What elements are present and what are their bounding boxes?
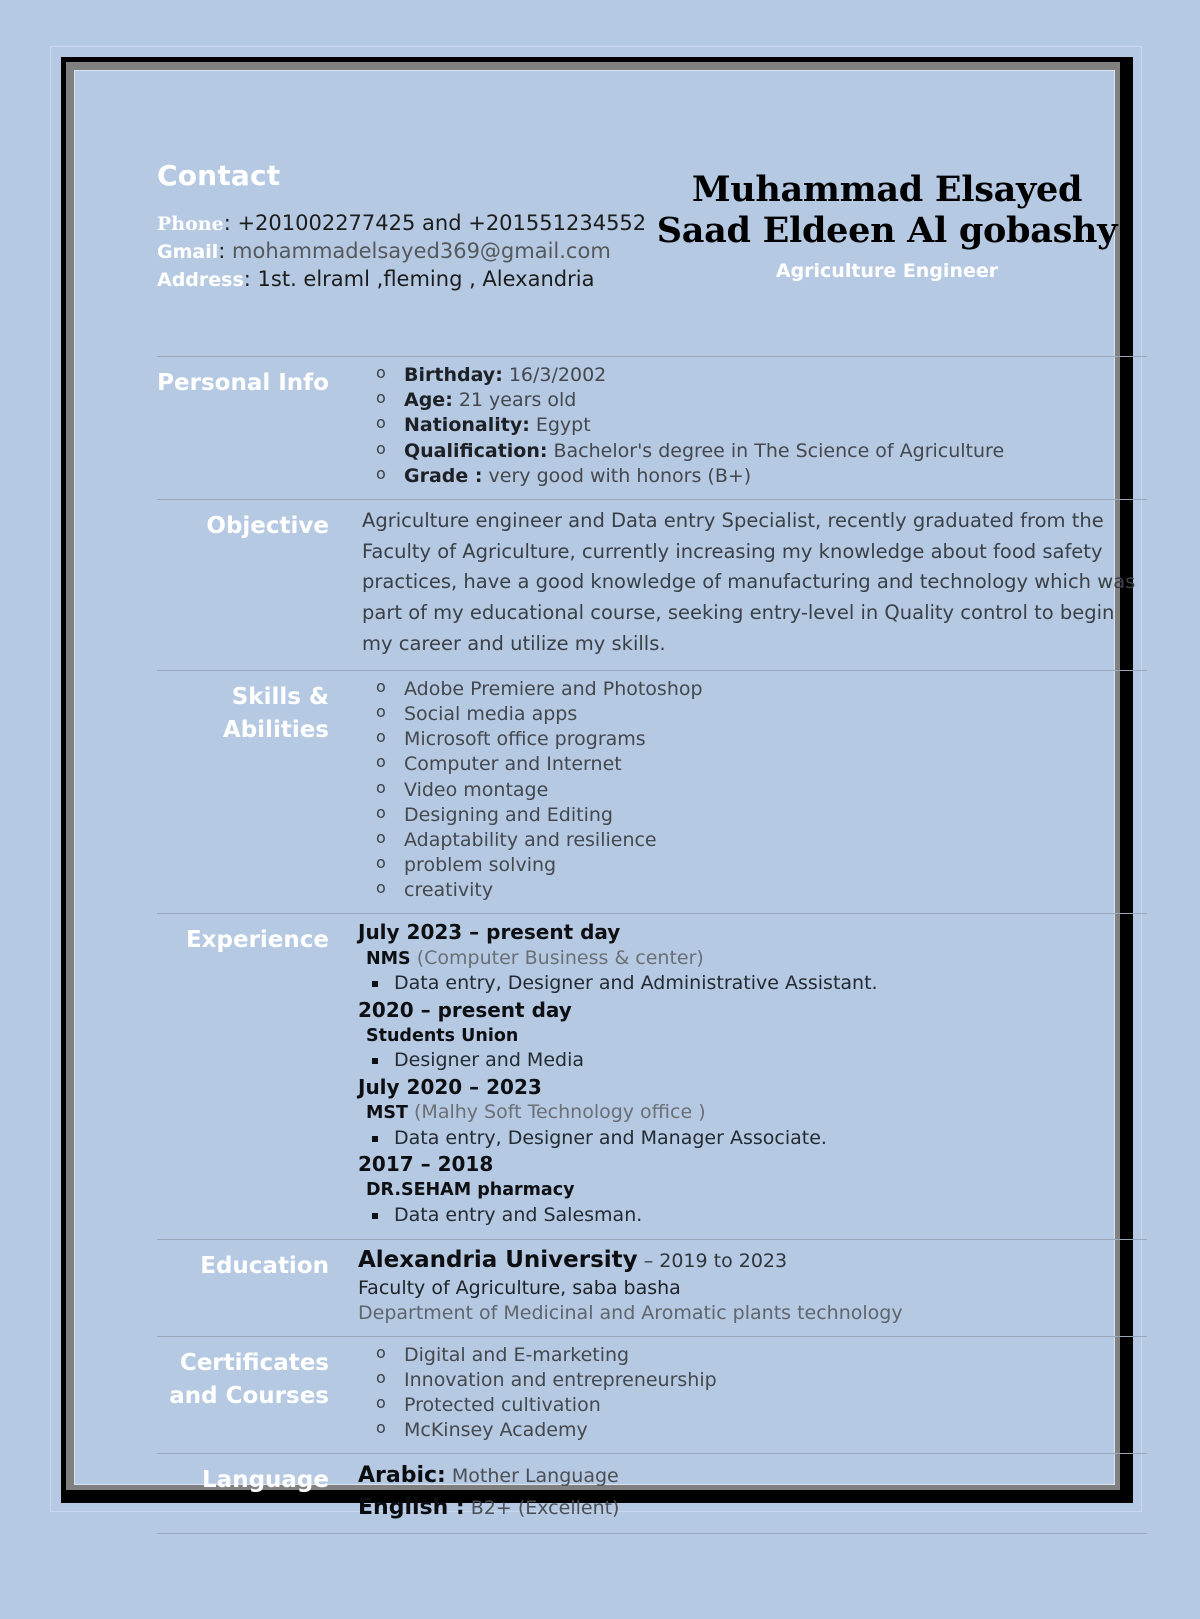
experience-date: 2017 – 2018 [358, 1152, 494, 1177]
personal-info-value: Egypt [529, 414, 591, 437]
experience-date: July 2023 – present day [358, 920, 621, 945]
experience-entry [342, 1075, 1147, 1150]
contact-phone-label: Phone [157, 213, 224, 235]
contact-gmail-line [157, 238, 627, 266]
list-item: o Protected cultivation [404, 1393, 1147, 1418]
section-label-certificates [157, 1343, 342, 1444]
contact-address-value: : 1st. elraml ,fleming , Alexandria [243, 266, 595, 291]
language-entry [358, 1492, 1147, 1523]
language-level: B2+ (Excellent) [464, 1496, 620, 1519]
frame-inner-line [74, 70, 1136, 1520]
frame-outer-shadow [61, 57, 1136, 1520]
contact-address-line [157, 266, 627, 294]
candidate-name-line-2: Saad Eldeen Al gobashy [656, 210, 1118, 252]
education-faculty: Faculty of Agriculture, saba basha [358, 1277, 681, 1300]
section-education [157, 1239, 1147, 1335]
personal-info-key: Qualification: [404, 439, 548, 462]
contact-gmail-label: Gmail [157, 240, 219, 263]
contact-heading: Contact [157, 159, 281, 192]
section-label-skills [157, 677, 342, 904]
resume-page-frame [50, 46, 1142, 1520]
section-skills [157, 670, 1147, 914]
section-body-personal-info [342, 363, 1147, 489]
education-university-line [358, 1246, 1147, 1276]
personal-info-list [342, 363, 1147, 489]
section-label-personal-info: Personal Info [157, 370, 329, 396]
personal-info-value: Bachelor's degree in The Science of Agriculture [547, 439, 1005, 462]
list-item: o problem solving [404, 853, 1147, 878]
education-university-name: Alexandria University [358, 1247, 638, 1274]
language-list [342, 1460, 1147, 1522]
frame-bevel [66, 62, 1136, 1520]
objective-paragraph: Agriculture engineer and Data entry Specialist, recently graduated from the Faculty of Agriculture, currently increasing my knowledge about food safety practices, have a good knowledge of manufacturing and technology which was part of my educational course, seeking entry-level in Quality control to begin my career and utilize my skills. [362, 508, 1136, 656]
section-objective [157, 499, 1147, 670]
section-label-skills-line-1: Skills & [231, 683, 329, 710]
experience-date: July 2020 – 2023 [358, 1074, 542, 1099]
experience-organization [358, 1177, 1147, 1201]
section-language [157, 1453, 1147, 1532]
list-item: o Digital and E-marketing [404, 1343, 1147, 1368]
personal-info-key: Grade : [404, 464, 483, 487]
personal-info-key: Age: [404, 389, 453, 412]
list-item: Data entry, Designer and Manager Associate. [394, 1126, 1147, 1151]
section-body-certificates [342, 1343, 1147, 1444]
list-item [404, 464, 1147, 489]
list-item: o creativity [404, 878, 1147, 903]
section-body-objective [342, 506, 1147, 660]
contact-phone-line [157, 210, 647, 238]
list-item: Designer and Media [394, 1048, 1147, 1073]
list-item: o Designing and Editing [404, 803, 1147, 828]
education-entry [342, 1246, 1147, 1325]
experience-entry [342, 920, 1147, 995]
candidate-name-line-1: Muhammad Elsayed [691, 169, 1083, 210]
list-item: Data entry and Salesman. [394, 1203, 1147, 1228]
section-body-language [342, 1460, 1147, 1522]
experience-organization [358, 946, 1147, 970]
contact-gmail-separator: : [218, 238, 233, 263]
personal-info-key: Nationality: [404, 414, 530, 437]
personal-info-value: 16/3/2002 [502, 364, 607, 386]
list-item [404, 363, 1147, 388]
personal-info-value: very good with honors (B+) [482, 464, 752, 487]
name-block [627, 131, 1147, 282]
language-name: English : [358, 1494, 465, 1520]
experience-org-abbrev: Students Union [366, 1025, 519, 1046]
skills-list [342, 677, 1147, 904]
section-certificates [157, 1336, 1147, 1454]
experience-duties [358, 971, 1147, 996]
education-years: – 2019 to 2023 [637, 1250, 788, 1273]
sections-closing-divider [157, 1533, 1147, 1619]
experience-org-abbrev: DR.SEHAM pharmacy [366, 1180, 575, 1201]
contact-gmail-value[interactable]: mohammadelsayed369@gmail.com [232, 238, 611, 263]
list-item [404, 439, 1147, 464]
section-label-certificates-line-1: Certificates [179, 1349, 329, 1376]
list-item [404, 388, 1147, 413]
experience-org-abbrev: NMS [366, 948, 411, 969]
contact-phone-value: : +201002277425 and +201551234552 [223, 211, 647, 235]
section-label-certificates-line-2: and Courses [169, 1383, 329, 1410]
section-experience [157, 913, 1147, 1239]
section-label-experience: Experience [185, 927, 329, 954]
candidate-job-title: Agriculture Engineer [775, 259, 999, 282]
resume-paper [75, 71, 1136, 1520]
section-body-skills [342, 677, 1147, 904]
resume-content [157, 131, 1147, 1619]
language-entry [358, 1460, 1147, 1491]
experience-organization [358, 1100, 1147, 1124]
experience-duties [358, 1048, 1147, 1073]
resume-sections [157, 356, 1147, 1619]
section-label-language: Language [202, 1467, 329, 1494]
section-personal-info [157, 356, 1147, 499]
contact-address-label: Address [157, 268, 244, 291]
experience-duties [358, 1203, 1147, 1228]
list-item: Data entry, Designer and Administrative Assistant. [394, 971, 1147, 996]
experience-org-full: (Malhy Soft Technology office ) [407, 1101, 706, 1124]
contact-block [157, 131, 647, 294]
education-department: Department of Medicinal and Aromatic plants technology [358, 1302, 903, 1325]
experience-duties [358, 1126, 1147, 1151]
section-label-education: Education [200, 1253, 329, 1280]
list-item [404, 413, 1147, 438]
language-name: Arabic: [358, 1463, 446, 1489]
list-item: o Microsoft office programs [404, 727, 1147, 752]
list-item: o Adaptability and resilience [404, 828, 1147, 853]
certificates-list [342, 1343, 1147, 1444]
experience-date: 2020 – present day [358, 997, 572, 1022]
experience-org-abbrev: MST [366, 1103, 408, 1124]
section-label-skills-line-2: Abilities [222, 717, 329, 744]
section-label-objective: Objective [206, 512, 329, 539]
list-item: o Innovation and entrepreneurship [404, 1368, 1147, 1393]
list-item: o Social media apps [404, 702, 1147, 727]
section-body-education [342, 1246, 1147, 1325]
experience-organization [358, 1023, 1147, 1047]
list-item: o McKinsey Academy [404, 1418, 1147, 1443]
experience-org-full: (Computer Business & center) [410, 946, 704, 969]
section-body-experience [342, 920, 1147, 1229]
experience-entry [342, 998, 1147, 1073]
experience-entry [342, 1152, 1147, 1227]
resume-header [157, 131, 1147, 356]
personal-info-key: Birthday: [404, 364, 503, 386]
language-level: Mother Language [445, 1465, 619, 1488]
list-item: o Video montage [404, 778, 1147, 803]
list-item: o Computer and Internet [404, 752, 1147, 777]
personal-info-value: 21 years old [452, 389, 577, 412]
list-item: o Adobe Premiere and Photoshop [404, 677, 1147, 702]
